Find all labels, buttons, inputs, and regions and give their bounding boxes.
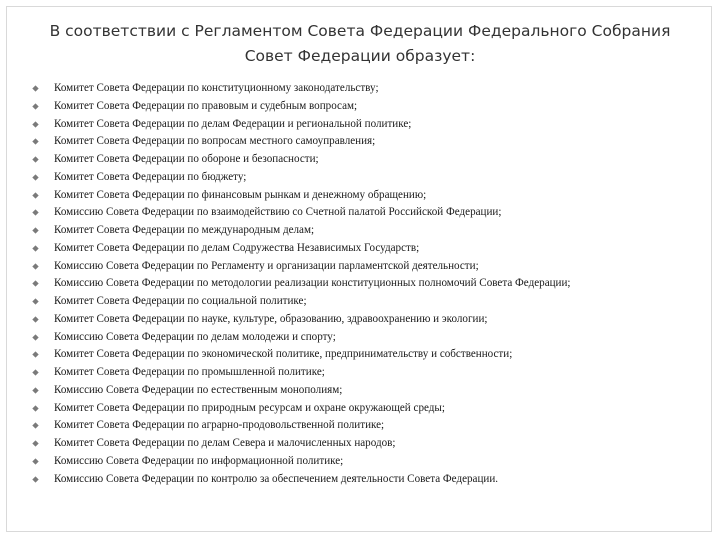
- list-item-text: Комиссию Совета Федерации по Регламенту и организации парламентской деятельности;: [54, 259, 479, 272]
- list-item: [0, 187, 720, 205]
- list-item: [0, 98, 720, 116]
- list-item: [0, 435, 720, 453]
- list-item: [0, 240, 720, 258]
- bullet-icon: [32, 423, 38, 429]
- list-item-text: Комитет Совета Федерации по конституционному законодательству;: [54, 82, 379, 94]
- list-item: [0, 222, 720, 240]
- bullet-icon: [32, 103, 38, 109]
- bullet-icon: [32, 263, 38, 269]
- list-item-text: Комитет Совета Федерации по обороне и безопасности;: [54, 153, 319, 165]
- list-item-text: Комиссию Совета Федерации по методологии реализации конституционных полномочий Совета Федерации;: [54, 277, 571, 290]
- list-item: [0, 169, 720, 187]
- committee-list: [0, 80, 720, 488]
- list-item: [0, 453, 720, 471]
- list-item-text: Комиссию Совета Федерации по взаимодействию со Счетной палатой Российской Федерации;: [54, 206, 502, 219]
- bullet-icon: [32, 139, 38, 145]
- list-item-text: Комитет Совета Федерации по делам Севера и малочисленных народов;: [54, 437, 396, 449]
- list-item: [0, 471, 720, 489]
- list-item-text: Комитет Совета Федерации по бюджету;: [54, 170, 247, 183]
- bullet-icon: [32, 458, 38, 464]
- bullet-icon: [32, 227, 38, 233]
- list-item: [0, 80, 720, 98]
- bullet-icon: [32, 85, 38, 91]
- list-item-text: Комитет Совета Федерации по природным ресурсам и охране окружающей среды;: [54, 401, 445, 414]
- list-item-text: Комиссию Совета Федерации по естественным монополиям;: [54, 383, 343, 396]
- list-item-text: Комитет Совета Федерации по промышленной политике;: [54, 366, 325, 378]
- list-item: [0, 151, 720, 169]
- title-line-2: Совет Федерации образует:: [244, 47, 476, 65]
- bullet-icon: [32, 352, 38, 358]
- bullet-icon: [32, 298, 38, 304]
- list-item: [0, 116, 720, 134]
- list-item: [0, 133, 720, 151]
- list-item: [0, 204, 720, 222]
- list-item-text: Комитет Совета Федерации по социальной политике;: [54, 295, 307, 307]
- list-item: [0, 293, 720, 311]
- list-item-text: Комитет Совета Федерации по вопросам местного самоуправления;: [54, 135, 376, 148]
- list-item: [0, 364, 720, 382]
- bullet-icon: [32, 174, 38, 180]
- bullet-icon: [32, 192, 38, 198]
- list-item-text: Комитет Совета Федерации по делам Федерации и региональной политике;: [54, 117, 412, 130]
- list-item-text: Комитет Совета Федерации по экономической политике, предпринимательству и собственности;: [54, 348, 513, 361]
- list-item-text: Комитет Совета Федерации по правовым и судебным вопросам;: [54, 99, 358, 112]
- list-item: [0, 311, 720, 329]
- bullet-icon: [32, 245, 38, 251]
- list-item: [0, 400, 720, 418]
- list-item: [0, 417, 720, 435]
- bullet-icon: [32, 405, 38, 411]
- bullet-icon: [32, 281, 38, 287]
- list-item-text: Комитет Совета Федерации по финансовым рынкам и денежному обращению;: [54, 188, 427, 201]
- bullet-icon: [32, 156, 38, 162]
- list-item-text: Комитет Совета Федерации по науке, культуре, образованию, здравоохранению и экологии;: [54, 312, 488, 325]
- list-item-text: Комиссию Совета Федерации по информационной политике;: [54, 454, 344, 467]
- bullet-icon: [32, 440, 38, 446]
- bullet-icon: [32, 387, 38, 393]
- list-item-text: Комиссию Совета Федерации по контролю за обеспечением деятельности Совета Федерации.: [54, 472, 499, 485]
- bullet-icon: [32, 334, 38, 340]
- list-item: [0, 382, 720, 400]
- bullet-icon: [32, 121, 38, 127]
- list-item-text: Комитет Совета Федерации по аграрно-продовольственной политике;: [54, 419, 385, 432]
- title-line-1: В соответствии с Регламентом Совета Федерации Федерального Собрания: [49, 22, 671, 40]
- slide-title: [20, 19, 700, 69]
- list-item-text: Комиссию Совета Федерации по делам молодежи и спорту;: [54, 330, 336, 343]
- list-item: [0, 275, 720, 293]
- list-item: [0, 258, 720, 276]
- list-item-text: Комитет Совета Федерации по делам Содружества Независимых Государств;: [54, 241, 420, 254]
- list-item-text: Комитет Совета Федерации по международным делам;: [54, 224, 315, 236]
- list-item: [0, 329, 720, 347]
- bullet-icon: [32, 476, 38, 482]
- bullet-icon: [32, 316, 38, 322]
- bullet-icon: [32, 210, 38, 216]
- list-item: [0, 346, 720, 364]
- bullet-icon: [32, 369, 38, 375]
